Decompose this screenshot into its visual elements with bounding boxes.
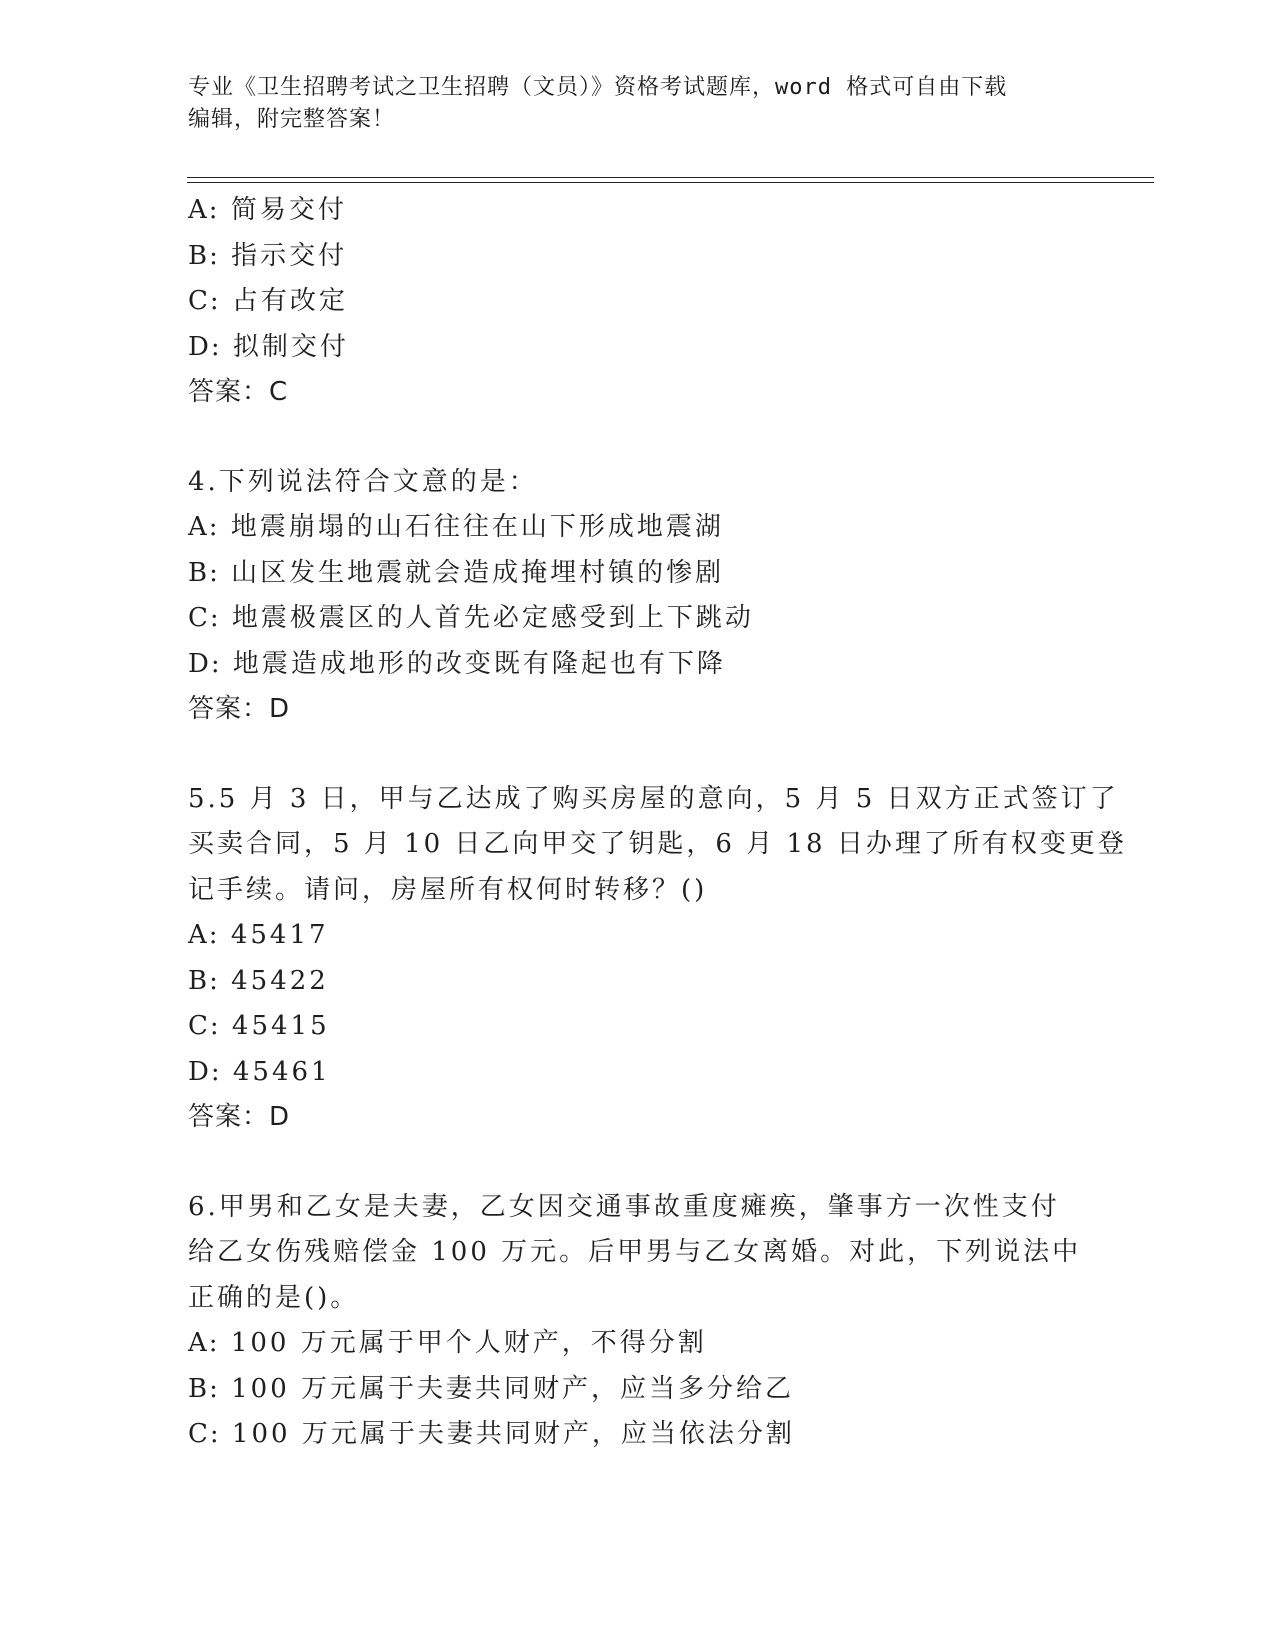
answer: 答案：D <box>188 694 291 724</box>
option-a: A: 简易交付 <box>188 195 347 225</box>
question-text: 4.下列说法符合文意的是： <box>188 466 538 497</box>
header-divider-top <box>187 177 1154 178</box>
header-line-2: 编辑，附完整答案！ <box>188 107 396 132</box>
option-d: D: 地震造成地形的改变既有隆起也有下降 <box>188 648 726 679</box>
option-d: D: 拟制交付 <box>188 331 349 362</box>
question-5 <box>188 777 1127 1141</box>
header-divider-bottom <box>187 182 1154 183</box>
header-line-1: 专业《卫生招聘考试之卫生招聘（文员）》资格考试题库，word 格式可自由下载 <box>188 75 1008 100</box>
option-b: B: 100 万元属于夫妻共同财产，应当多分给乙 <box>188 1373 795 1404</box>
option-c: C: 100 万元属于夫妻共同财产，应当依法分割 <box>188 1419 795 1449</box>
option-a: A: 45417 <box>188 920 329 950</box>
question-list <box>188 188 1127 1458</box>
question-text: 记手续。请问，房屋所有权何时转移？() <box>188 874 708 905</box>
question-text: 6.甲男和乙女是夫妻，乙女因交通事故重度瘫痪，肇事方一次性支付 <box>188 1191 1060 1222</box>
document-header <box>188 72 1088 136</box>
option-c: C: 地震极震区的人首先必定感受到上下跳动 <box>188 603 754 633</box>
option-c: C: 占有改定 <box>188 286 348 316</box>
question-text: 5.5 月 3 日，甲与乙达成了购买房屋的意向，5 月 5 日双方正式签订了 <box>188 783 1119 814</box>
question-3 <box>188 188 1088 416</box>
answer: 答案：D <box>188 1102 291 1132</box>
option-b: B: 45422 <box>188 965 329 996</box>
option-d: D: 45461 <box>188 1056 331 1087</box>
question-4 <box>188 460 1088 733</box>
answer: 答案：C <box>188 377 289 407</box>
question-text: 买卖合同，5 月 10 日乙向甲交了钥匙，6 月 18 日办理了所有权变更登 <box>188 829 1127 859</box>
question-6 <box>188 1185 1088 1458</box>
option-a: A: 100 万元属于甲个人财产，不得分割 <box>188 1328 707 1358</box>
option-a: A: 地震崩塌的山石往往在山下形成地震湖 <box>188 512 724 542</box>
option-c: C: 45415 <box>188 1011 330 1041</box>
option-b: B: 山区发生地震就会造成掩埋村镇的惨剧 <box>188 557 725 588</box>
option-b: B: 指示交付 <box>188 240 348 271</box>
question-text: 正确的是()。 <box>188 1282 360 1313</box>
question-text: 给乙女伤残赔偿金 100 万元。后甲男与乙女离婚。对此，下列说法中 <box>188 1237 1082 1267</box>
